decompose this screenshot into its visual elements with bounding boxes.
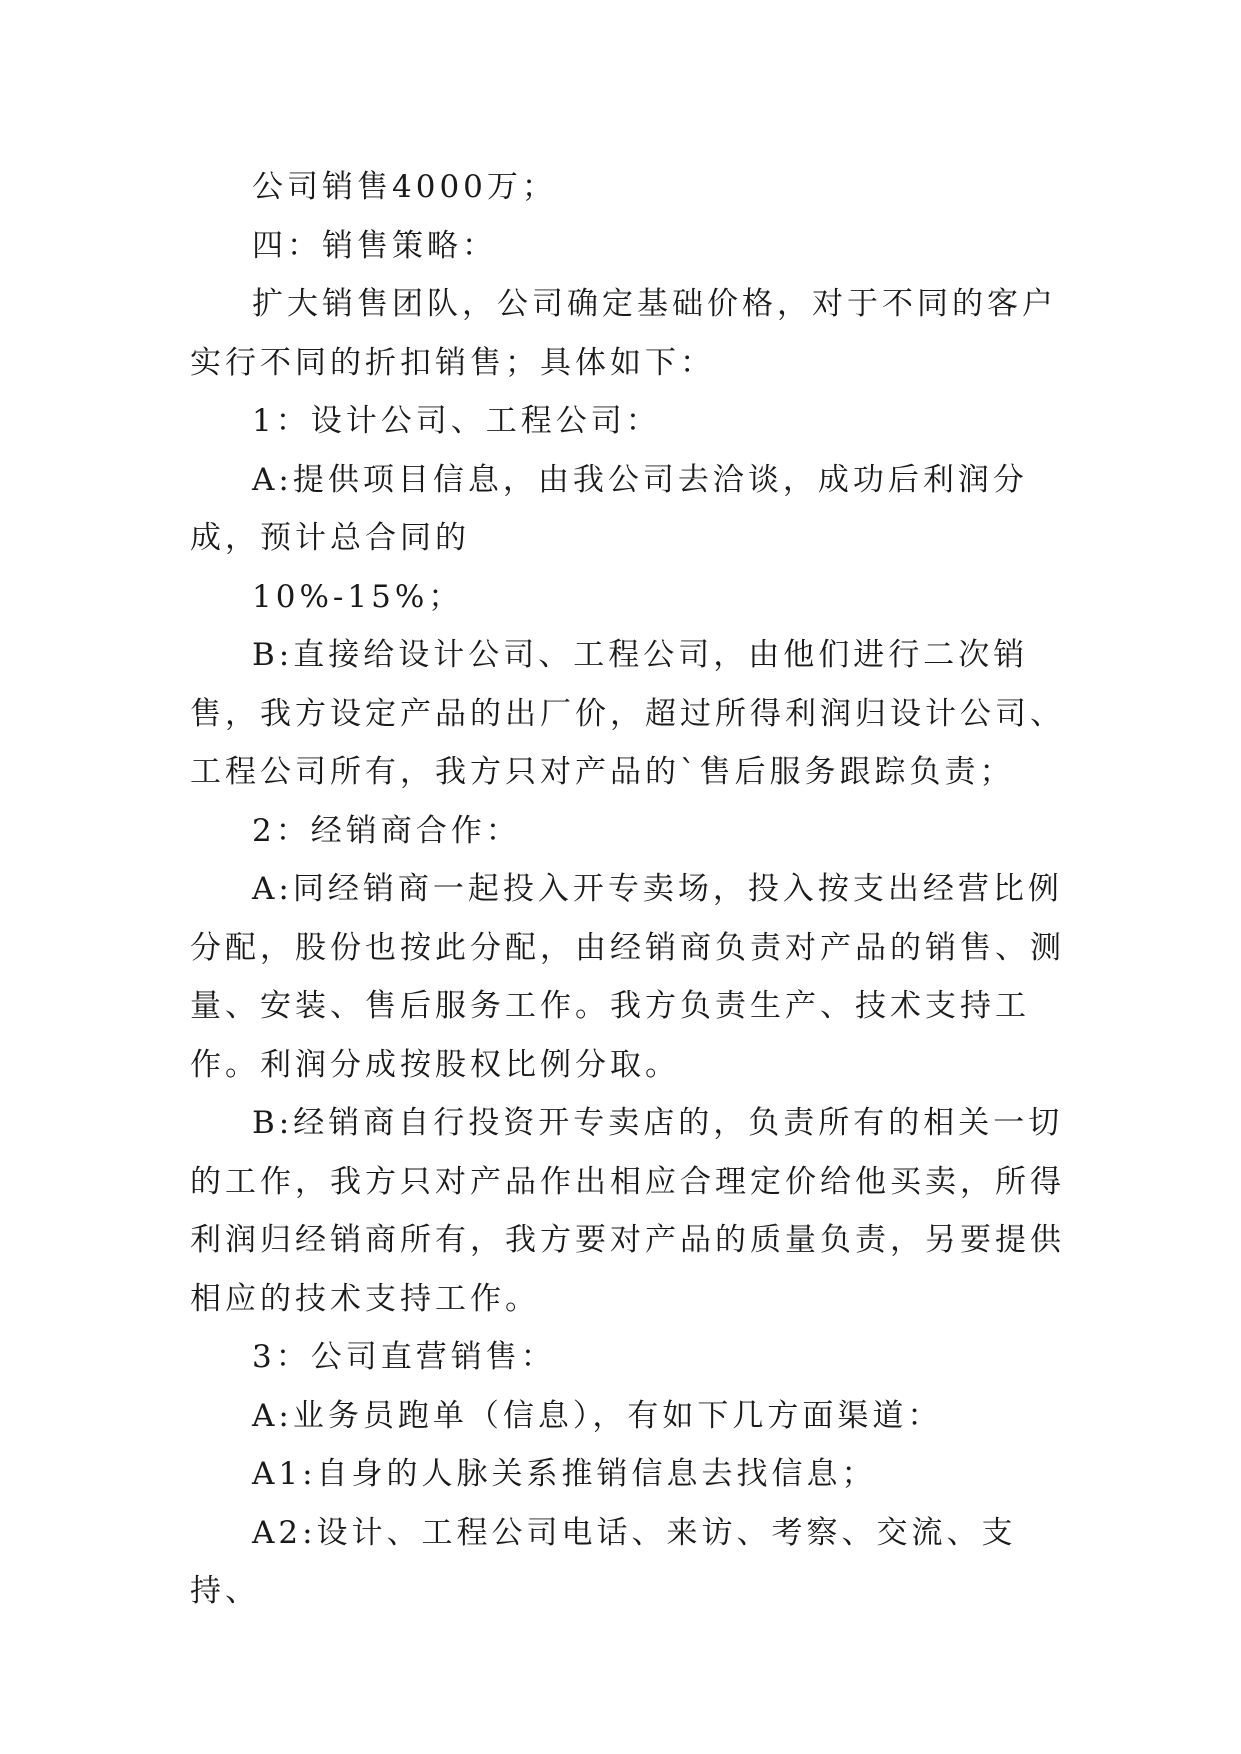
- heading-sales-strategy: 四：销售策略：: [252, 227, 497, 264]
- heading-direct-sales: 3：公司直营销售：: [252, 1339, 556, 1375]
- paragraph-item-a1: A:提供项目信息，由我公司去洽谈，成功后利润分成，预计总合同的: [190, 461, 1028, 556]
- document-body: [190, 158, 1070, 1621]
- paragraph-item-b2: B:经销商自行投资开专卖店的，负责所有的相关一切的工作，我方只对产品作出相应合理定价给他买卖，所得利润归经销商所有，我方要对产品的质量负责，另要提供相应的技术支持工作。: [190, 1105, 1065, 1317]
- paragraph-sales-target: 公司销售4000万；: [252, 169, 557, 205]
- paragraph-expand-team: 扩大销售团队，公司确定基础价格，对于不同的客户实行不同的折扣销售；具体如下：: [190, 286, 1057, 381]
- paragraph-item-b1: B:直接给设计公司、工程公司，由他们进行二次销售，我方设定产品的出厂价，超过所得利润归设计公司、工程公司所有，我方只对产品的`售后服务跟踪负责；: [190, 637, 1065, 790]
- heading-design-engineering: 1：设计公司、工程公司：: [252, 403, 661, 439]
- paragraph-item-a3-1: A1:自身的人脉关系推销信息去找信息；: [252, 1456, 877, 1492]
- paragraph-item-a3: A:业务员跑单（信息），有如下几方面渠道：: [252, 1397, 943, 1434]
- paragraph-percentage: 10%-15%；: [252, 578, 464, 615]
- heading-distributor: 2：经销商合作：: [252, 812, 521, 849]
- paragraph-item-a2: A:同经销商一起投入开专卖场，投入按支出经营比例分配，股份也按此分配，由经销商负责对产品的销售、测量、安装、售后服务工作。我方负责生产、技术支持工作。利润分成按股权比例分取。: [190, 871, 1065, 1083]
- paragraph-item-a3-2: A2:设计、工程公司电话、来访、考察、交流、支持、: [190, 1514, 1017, 1609]
